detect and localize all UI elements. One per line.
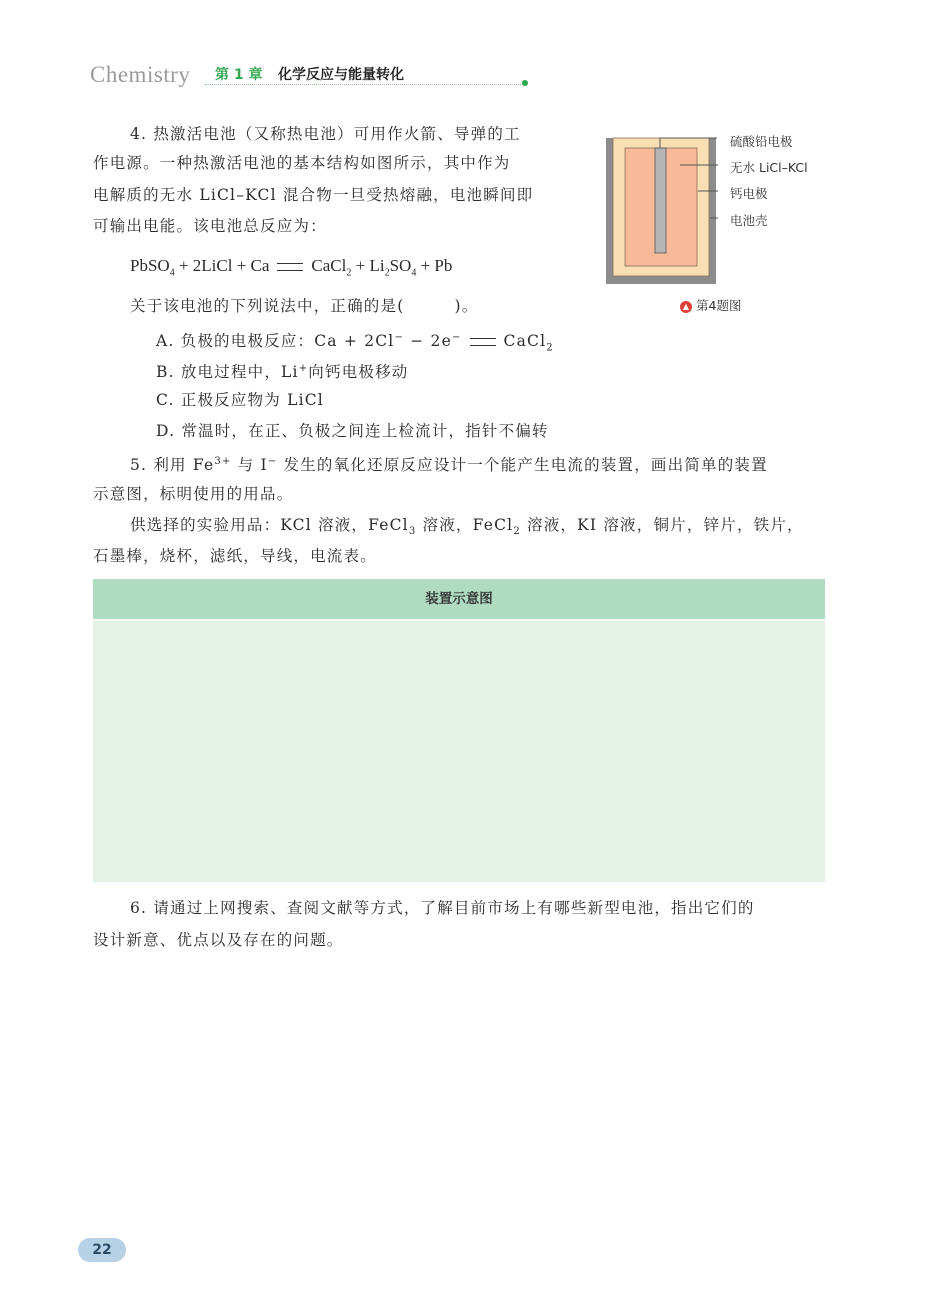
q5-supplies: 供选择的实验用品：KCl 溶液，FeCl$_3$ 溶液，FeCl$_2$ 溶液，KI 溶液，铜片，锌片，铁片，: [130, 516, 804, 538]
label-calcium-electrode: 钙电极: [730, 186, 768, 201]
chapter-title: 化学反应与能量转化: [278, 67, 404, 83]
figure-leader-lines: [650, 130, 726, 230]
header-rule: [205, 84, 523, 85]
label-electrolyte: 无水 LiCl–KCl: [730, 160, 808, 175]
q4-option-d: D. 常温时，在正、负极之间连上检流计，指针不偏转: [156, 422, 549, 440]
q4-line-1: 4. 热激活电池（又称热电池）可用作火箭、导弹的工: [130, 125, 521, 143]
q4-overall-reaction: PbSO$_4$ + 2LiCl + Ca CaCl$_2$ + $Li_2SO_4 + Pb$: [130, 256, 453, 279]
q4-option-b-suffix: 向钙电极移动: [308, 363, 409, 382]
table-header: 装置示意图: [93, 579, 825, 619]
q5-supplies-3: 溶液，KI 溶液，铜片，锌片，铁片，: [527, 516, 804, 534]
q4-option-c: C. 正极反应物为 LiCl: [156, 391, 324, 409]
q4-option-a: A. 负极的电极反应：Ca + 2Cl− − 2e− CaCl$_2$: [156, 332, 554, 354]
q6-line-1: 6. 请通过上网搜索、查阅文献等方式，了解目前市场上有哪些新型电池，指出它们的: [130, 899, 755, 917]
chapter-number: 第 1 章: [215, 67, 263, 83]
brand-title: Chemistry: [90, 62, 191, 87]
q4-line-4: 可输出电能。该电池总反应为：: [93, 217, 327, 235]
q5-line-2: 示意图，标明使用的用品。: [93, 485, 294, 503]
q5-line-1a: 5. 利用 Fe: [130, 456, 215, 475]
figure-caption: [680, 296, 741, 314]
label-lead-sulfate-electrode: 硫酸铅电极: [730, 134, 793, 149]
q5-supplies-line-2: 石墨棒，烧杯，滤纸，导线，电流表。: [93, 547, 377, 565]
header-dot: [522, 80, 528, 86]
q4-option-b: B. 放电过程中，Li+向钙电极移动: [156, 363, 409, 382]
q6-line-2: 设计新意、优点以及存在的问题。: [93, 931, 344, 949]
q4-line-2: 作电源。一种热激活电池的基本结构如图所示，其中作为: [93, 154, 511, 172]
triangle-icon: ▲: [680, 301, 692, 313]
q5-line-1b: 与 I: [237, 456, 268, 475]
page-header: [90, 58, 850, 98]
q4-option-b-text: B. 放电过程中，Li: [156, 363, 299, 382]
q4-option-a-text: A. 负极的电极反应：Ca + 2Cl: [156, 332, 395, 351]
page-number: 22: [78, 1238, 126, 1262]
q5-supplies-1: 供选择的实验用品：KCl 溶液，FeCl: [130, 516, 409, 534]
figure-caption-text: 第4题图: [696, 298, 742, 313]
q5-line-1: 5. 利用 $Fe^{3+}$ 与 I− 发生的氧化还原反应设计一个能产生电流的装置，画出简单的装置: [130, 456, 768, 475]
diagram-answer-area[interactable]: [93, 621, 825, 882]
q5-supplies-2: 溶液，FeCl: [422, 516, 514, 534]
q4-line-3: 电解质的无水 LiCl–KCl 混合物一旦受热熔融，电池瞬间即: [93, 186, 534, 204]
q5-line-1c: 发生的氧化还原反应设计一个能产生电流的装置，画出简单的装置: [283, 456, 768, 475]
q4-question: 关于该电池的下列说法中，正确的是( )。: [130, 297, 479, 315]
label-battery-shell: 电池壳: [730, 213, 768, 228]
